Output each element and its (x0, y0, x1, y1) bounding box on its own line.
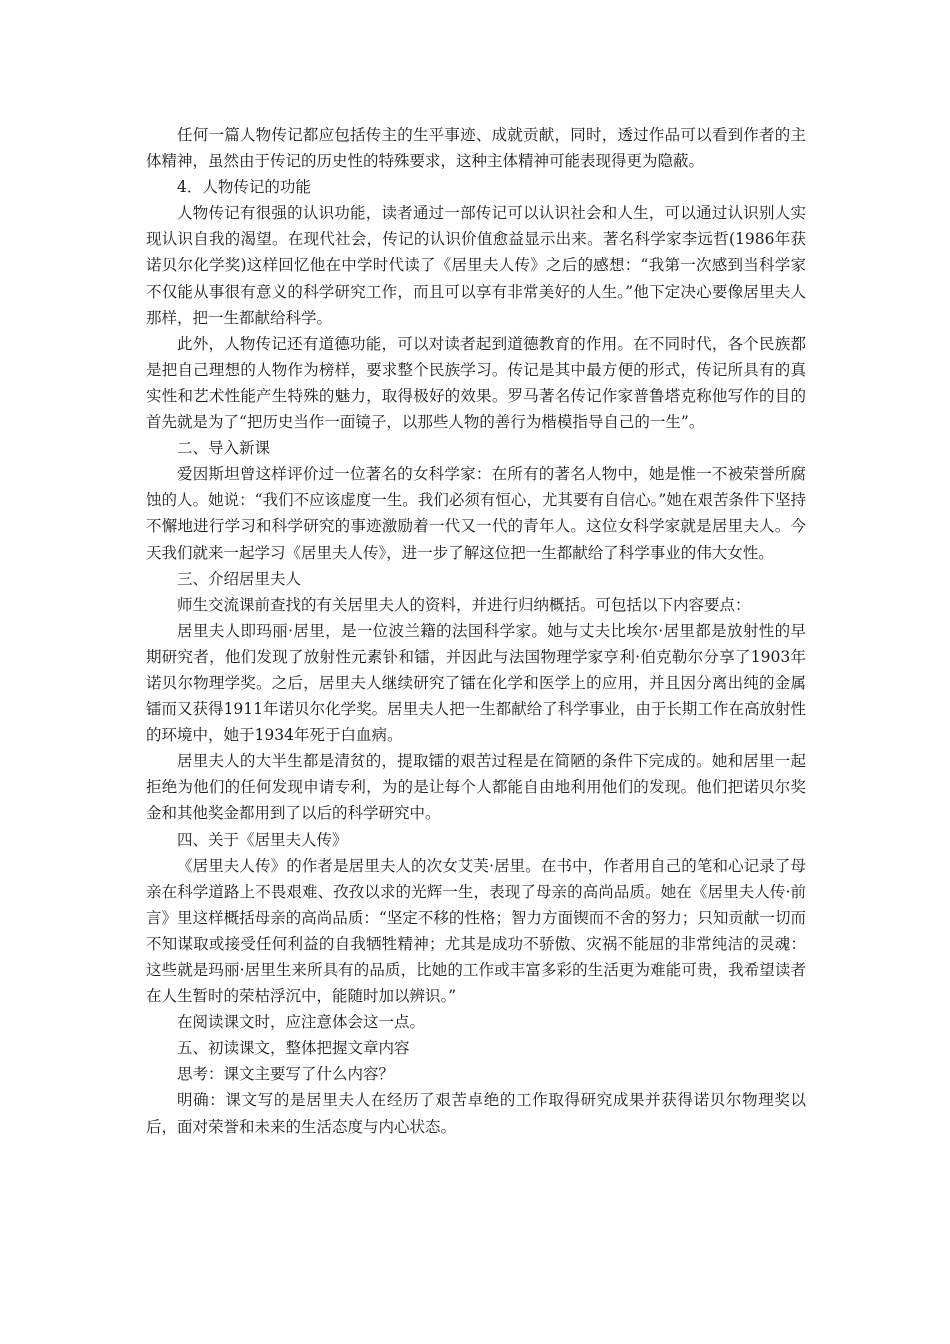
paragraph-answer: 明确：课文写的是居里夫人在经历了艰苦卓绝的工作取得研究成果并获得诺贝尔物理奖以后，面对荣誉和未来的生活态度与内心状态。 (146, 1091, 806, 1136)
paragraph-curie-poverty: 居里夫人的大半生都是清贫的，提取镭的艰苦过程是在简陋的条件下完成的。她和居里一起拒绝为他们的任何发现申请专利，为的是让每个人都能自由地利用他们的发现。他们把诺贝尔奖金和其他奖金都用到了以后的科学研究中。 (146, 752, 806, 823)
paragraph-biography-intro: 任何一篇人物传记都应包括传主的生平事迹、成就贡献，同时，透过作品可以看到作者的主体精神，虽然由于传记的历史性的特殊要求，这种主体精神可能表现得更为隐蔽。 (146, 126, 806, 171)
paragraph-einstein-quote: 爱因斯坦曾这样评价过一位著名的女科学家：在所有的著名人物中，她是惟一不被荣誉所腐蚀的人。她说：“我们不应该虚度一生。我们必须有恒心，尤其要有自信心。”她在艰苦条件下坚持不懈地进行学习和科学研究的事迹激励着一代又一代的青年人。这位女科学家就是居里夫人。今天我们就来一起学习《居里夫人传》，进一步了解这位把一生都献给了科学事业的伟大女性。 (146, 465, 806, 562)
paragraph-curie-bio: 居里夫人即玛丽·居里，是一位波兰籍的法国科学家。她与丈夫比埃尔·居里都是放射性的早期研究者，他们发现了放射性元素钋和镭，并因此与法国物理学家亨利·伯克勒尔分享了1903年诺贝尔物理学奖。之后，居里夫人继续研究了镭在化学和医学上的应用，并且因分离出纯的金属镭而又获得1911年诺贝尔化学奖。居里夫人把一生都献给了科学事业，由于长期工作在高放射性的环境中，她于1934年死于白血病。 (146, 621, 806, 745)
section-heading-about-book: 四、关于《居里夫人传》 (177, 830, 348, 849)
section-heading-first-reading: 五、初读课文，整体把握文章内容 (177, 1039, 410, 1058)
section-heading-about-curie: 三、介绍居里夫人 (177, 569, 302, 588)
paragraph-question: 思考：课文主要写了什么内容？ (177, 1065, 395, 1084)
document-page (146, 122, 806, 1140)
paragraph-book-author: 《居里夫人传》的作者是居里夫人的次女艾芙·居里。在书中，作者用自己的笔和心记录了母亲在科学道路上不畏艰难、孜孜以求的光辉一生，表现了母亲的高尚品质。她在《居里夫人传·前言》里这样概括母亲的高尚品质：“坚定不移的性格；智力方面锲而不舍的努力；只知贡献一切而不知谋取或接受任何利益的自我牺牲精神；尤其是成功不骄傲、灾祸不能屈的非常纯洁的灵魂：这些就是玛丽·居里生来所具有的品质，比她的工作或丰富多彩的生活更为难能可贵，我希望读者在人生暂时的荣枯浮沉中，能随时加以辨识。” (146, 856, 806, 1006)
section-heading-introduction: 二、导入新课 (177, 439, 271, 458)
paragraph-moral-function: 此外，人物传记还有道德功能，可以对读者起到道德教育的作用。在不同时代，各个民族都是把自己理想的人物作为榜样，要求整个民族学习。传记是其中最方便的形式，传记所具有的真实性和艺术性能产生特殊的魅力，取得极好的效果。罗马著名传记作家普鲁塔克称他写作的目的首先就是为了“把历史当作一面镜子，以那些人物的善行为楷模指导自己的一生”。 (146, 334, 806, 432)
paragraph-cognitive-function: 人物传记有很强的认识功能，读者通过一部传记可以认识社会和人生，可以通过认识别人实现认识自我的渴望。在现代社会，传记的认识价值愈益显示出来。著名科学家李远哲(1986年获诺贝尔化学奖)这样回忆他在中学时代读了《居里夫人传》之后的感想：“我第一次感到当科学家不仅能从事很有意义的科学研究工作，而且可以享有非常美好的人生。”他下定决心要像居里夫人那样，把一生都献给科学。 (146, 204, 806, 327)
section-heading-function: 4．人物传记的功能 (177, 178, 311, 197)
paragraph-class-exchange: 师生交流课前查找的有关居里夫人的资料，并进行归纳概括。可包括以下内容要点： (177, 595, 751, 614)
paragraph-reading-note: 在阅读课文时，应注意体会这一点。 (177, 1013, 426, 1032)
